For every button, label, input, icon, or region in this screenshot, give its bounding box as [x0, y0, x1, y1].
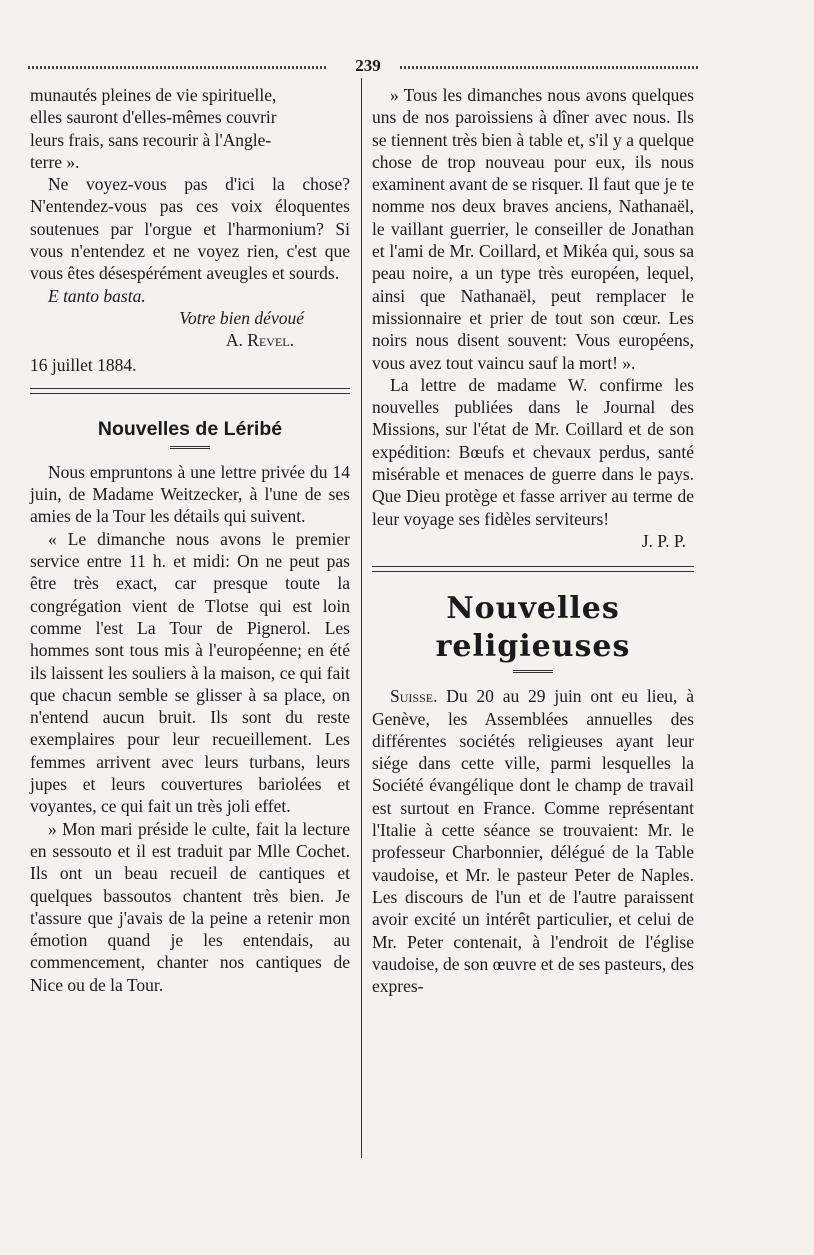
paragraph-voyez-vous: Ne voyez-vous pas d'ici la chose? N'entendez-vous pas ces voix éloquentes soutenues par l'orgue et l'harmonium? Si vous n'entendez et ne voyez rien, c'est que vous êtes désespérément aveugles et sourds.: [30, 174, 350, 284]
left-column: [30, 84, 350, 996]
section-rule-right: [372, 566, 694, 572]
header-ornament-left: [28, 66, 328, 69]
page-header: [28, 56, 698, 78]
intro-line-2: elles sauront d'elles-mêmes couvrir: [30, 107, 277, 128]
paragraph-suisse: [372, 685, 694, 997]
title-ornament-rule: [170, 446, 210, 449]
title-ornament-rule-right: [513, 670, 553, 673]
section-title-leribe: Nouvelles de Léribé: [97, 417, 283, 440]
intro-line-1: munautés pleines de vie spirituelle,: [30, 85, 277, 105]
intro-line-3: leurs frais, sans recourir à l'Angle-: [30, 129, 272, 150]
author-initials: J. P. P.: [641, 530, 686, 551]
paragraph-husband-service: » Mon mari préside le culte, fait la lecture en sessouto et il est traduit par Mlle Cochet. Ils ont un beau recueil de cantiques et quelques bassoutos chantent très bien. Je t'assure que j'avais de la peine a retenir mon émotion quand je les entendais, au commencement, chanter nos cantiques de Nice ou de la Tour.: [30, 818, 350, 995]
signature: A. Revel.: [225, 330, 294, 351]
sign-off: Votre bien dévoué: [179, 307, 304, 328]
paragraph-lead-suisse: Suisse.: [390, 686, 438, 707]
letter-date: 16 juillet 1884.: [30, 354, 137, 375]
page-number: 239: [355, 56, 381, 75]
header-ornament-right: [400, 66, 698, 69]
paragraph-suisse-body: Du 20 au 29 juin ont eu lieu, à Genève, les Assemblées annuelles des différentes sociétés religieuses ayant leur siége dans cette ville, parmi lesquelles la Société évangélique dont le champ de travail est surtout en France. Comme représentant l'Italie à cette séance se trouvaient: Mr. le professeur Charbonnier, délégué de la Table vaudoise, et Mr. le pasteur Peter de Naples. Les discours de l'un et de l'autre paraissent avoir excité un intérêt particulier, et celui de Mr. Peter contenait, à l'endroit de l'église vaudoise, de son œuvre et de ses pasteurs, des expres-: [372, 686, 694, 997]
right-column: [372, 84, 694, 997]
paragraph-letter-confirms: La lettre de madame W. confirme les nouvelles publiées dans le Journal des Missions, sur l'état de Mr. Coillard et de son expédition: Bœufs et chevaux perdus, santé misérable et menaces de guerre dans le pays. Que Dieu protège et fasse arriver au terme de leur voyage ses fidèles serviteurs!: [372, 374, 694, 529]
section-title-religieuses: Nouvelles religieuses: [435, 591, 631, 665]
section-rule: [30, 388, 350, 394]
closing-phrase: E tanto basta.: [48, 285, 146, 306]
paragraph-intro-leribe: Nous empruntons à une lettre privée du 14 juin, de Madame Weitzecker, à l'une de ses amies de la Tour les détails qui suivent.: [30, 461, 350, 527]
paragraph-sunday-dinner: » Tous les dimanches nous avons quelques uns de nos paroissiens à dîner avec nous. Ils se tiennent très bien à table et, s'il y a quelque chose de trop nouveau pour eux, ils nous examinent avant de se risquer. Il faut que je te nomme nos deux braves anciens, Nathanaël, le vaillant guerrier, le conseiller de Jonathan et l'ami de Mr. Coillard, et Mikéa qui, sous sa peau noire, a un type très européen, lequel, ainsi que Nathanaël, peut remplacer le missionnaire et prier de tout son cœur. Les noirs nous disent souvent: Vous européens, vous avez tout vaincu sauf la mort! ».: [372, 85, 694, 373]
intro-line-4: terre ».: [30, 151, 80, 172]
column-divider: [361, 78, 362, 1158]
paragraph-sunday-service: « Le dimanche nous avons le premier service entre 11 h. et midi: On ne peut pas être très exact, car presque toute la congrégation vient de Tlotse qui est loin comme l'est La Tour de Pignerol. Les hommes sont tous mis à l'européenne; en été ils laissent les souliers à la maison, ce qui fait que chacun semble se glisser à sa place, on n'entend aucun bruit. Ils sont du reste exemplaires pour leur recueillement. Les femmes arrivent avec leurs turbans, leurs jupes et leurs couvertures bariolées et voyantes, ce qui fait un très joli effet.: [30, 528, 350, 817]
